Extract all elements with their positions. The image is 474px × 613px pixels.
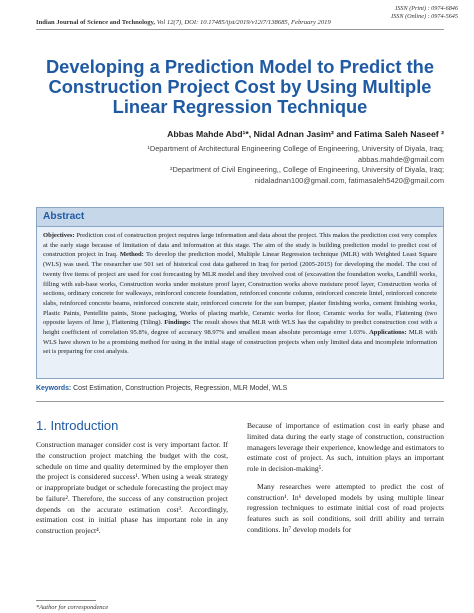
- keywords-text: Cost Estimation, Construction Projects, Regression, MLR Model, WLS: [71, 385, 288, 392]
- intro-paragraph: Construction manager consider cost is very important factor. If the construction project matching the budget with the cost, schedule on time and quality determined by the employer then the project is considered success¹. When using a weak strategy or inappropriate budget or schedule forecasting the project may be failure². Therefore, the success of any construction project depends on the accurate estimation cost³. Accordingly, estimation cost in initial phase has important role in any construction project⁴.: [36, 440, 228, 535]
- intro-paragraph: Because of importance of estimation cost in early phase and limited data during the early stage of construction, construction managers leverage their experience, knowledge and estimators to estimate cost of project. As such, intuition plays an important role in decision-making⁵.: [247, 421, 444, 473]
- right-column: [247, 421, 444, 536]
- keywords-label: Keywords:: [36, 385, 72, 392]
- objectives-text: Prediction cost of construction project requires large information and data about the project. This makes the prediction cost very complex at the early stage because of limitation of data and information at this stage. The aim of the study is building prediction model to predict cost of construction project in Iraq.: [43, 232, 437, 259]
- affiliation-email[interactable]: nidaladnan100@gmail.com, fatimasaleh5420@gmail.com: [254, 175, 444, 185]
- abstract-box: [36, 207, 444, 379]
- applications-label: Applications:: [367, 329, 407, 337]
- findings-label: Findings:: [162, 319, 191, 327]
- issn-print: ISSN (Print) : 0974-6846: [395, 5, 458, 12]
- author-list: Abbas Mahde Abd¹*, Nidal Adnan Jasim² and Fatima Saleh Naseef ²: [167, 129, 444, 139]
- left-column: [36, 440, 228, 537]
- footnote: *Author for correspondence: [36, 604, 109, 611]
- footnote-rule: [36, 600, 96, 601]
- keywords: [36, 385, 444, 392]
- intro-paragraph: Many researches were attempted to predict the cost of construction¹. In⁶ developed models by using multiple linear regression techniques to estimate initial cost of road projects features such as soil conditions, soil drill ability and terrain conditions. In⁷ develop models for: [247, 481, 444, 534]
- journal-name: Indian Journal of Science and Technology,: [36, 19, 156, 26]
- journal-citation: [36, 19, 444, 27]
- paper-title: Developing a Prediction Model to Predict the Construction Project Cost by Using Multiple Linear Regression Technique: [45, 56, 435, 117]
- findings-text: The result shows that MLR with WLS has the capability to predict construction cost with a height coefficient of correlation 95.8%, degree of accuracy 98.97% and smallest mean absolute percentage error 1.03%.: [43, 319, 437, 337]
- issn-online: ISSN (Online) : 0974-5645: [391, 12, 458, 20]
- objectives-label: Objectives:: [43, 232, 75, 239]
- abstract-body: [37, 227, 443, 357]
- keywords-rule: [36, 401, 444, 402]
- header-rule: [36, 29, 444, 30]
- affiliation-line: ¹Department of Architectural Engineering College of Engineering, University of Diyala, Iraq;: [147, 144, 444, 153]
- journal-details: Vol 12(7), DOI: 10.17485/ijst/2019/v12i7/138685, February 2019: [156, 19, 331, 26]
- method-text: To develop the prediction model, Multiple Linear Regression technique (MLR) with Weighted Least Square (WLS) was used. The researcher use 501 set of historical cost data gathered in Iraq for period (2005-2015) for developing the model. The cost of twenty five items of project are used for cost forecasting by MLR model and they involved cost of (excavation the foundation works, Landfill works, filling with sub-base works, Construction works under moisture proof layer, Construction works above moisture proof layer, Construction works of sections, ordinary concrete for walkways, reinforced concrete foundation, reinforced concrete column, reinforced concrete lintel, reinforced concrete slabs, reinforced concrete beams, reinforced concrete stair, reinforced concrete for the sun bumper, plaster finishing works, cement finishing works, Plastic Paints, Pentellite paints, Stone packaging, Works of placing marble, Ceramic works for floor, Ceramic works for walls, Flattening (two opposite layers of lime ), Flattening (Tiling).: [43, 251, 437, 327]
- abstract-heading: Abstract: [37, 208, 443, 227]
- affiliation-email[interactable]: abbas.mahde@gmail.com: [358, 154, 444, 164]
- affiliations: [36, 144, 444, 186]
- issn-block: [391, 5, 458, 20]
- method-label: Method:: [117, 251, 144, 259]
- introduction-heading: 1. Introduction: [36, 418, 119, 433]
- applications-text: MLR with WLS have shown to be a promising method for using in the initial stage of construction projects when only limited data and incomplete information set is preparing for cost analysis.: [43, 329, 437, 356]
- affiliation-line: ²Department of Civil Engineering,, College of Engineering, University of Diyala, Iraq;: [170, 165, 444, 175]
